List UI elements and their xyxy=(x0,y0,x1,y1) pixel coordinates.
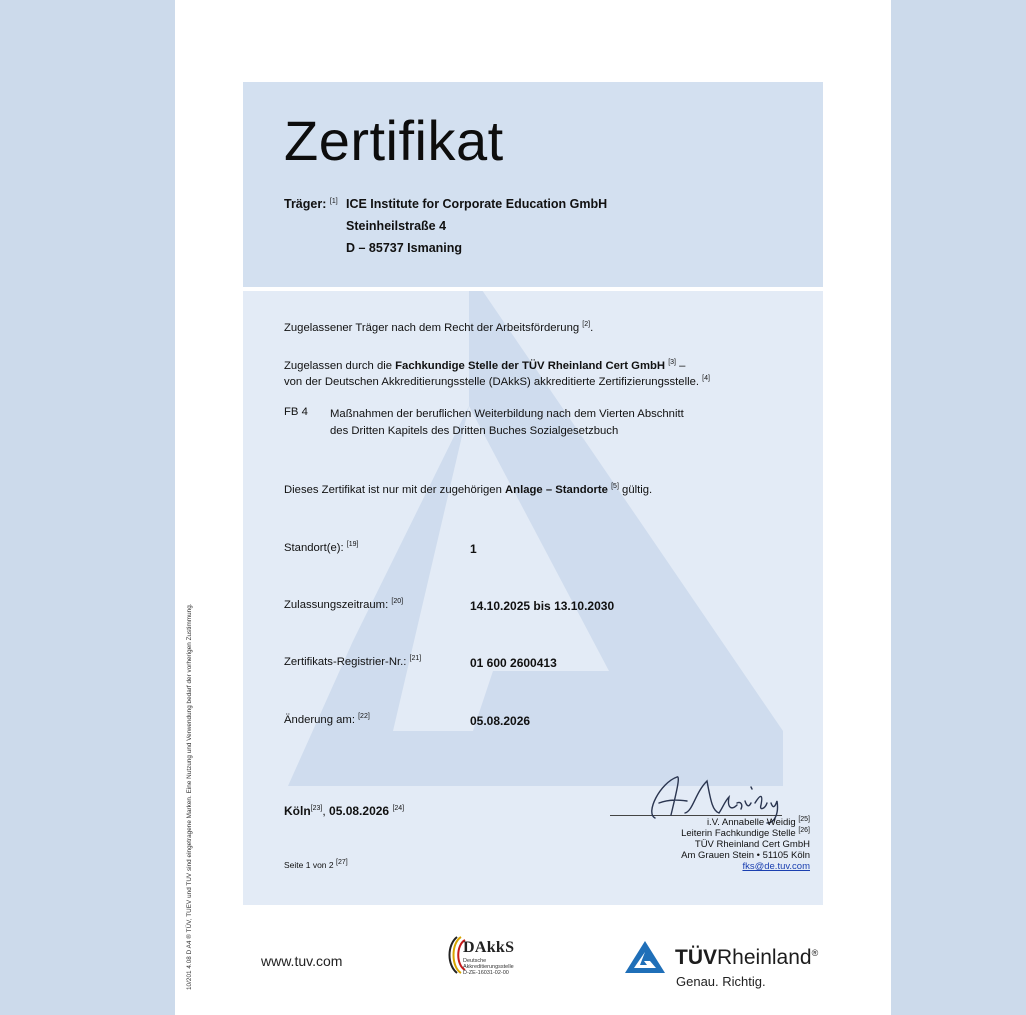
signer-role-ref: [26] xyxy=(798,826,810,834)
place-date-ref: [24] xyxy=(392,805,405,812)
signer-address: Am Grauen Stein • 51105 Köln xyxy=(681,850,810,861)
dakks-sub-2: Akkreditierungsstelle xyxy=(463,964,514,970)
tuv-wordmark-rest: Rheinland xyxy=(717,946,812,969)
page-info xyxy=(284,860,348,870)
field-value-aenderung: 05.08.2026 xyxy=(470,714,531,728)
validity-note xyxy=(284,484,652,496)
dakks-sub-1: Deutsche xyxy=(463,958,487,964)
traeger-ref: [1] xyxy=(329,197,338,205)
fb-number: FB 4 xyxy=(284,406,308,418)
field-label-standort xyxy=(284,542,358,554)
page-info-text: Seite 1 von 2 xyxy=(284,860,334,870)
footer-url[interactable]: www.tuv.com xyxy=(261,953,343,969)
signer-name xyxy=(707,817,810,828)
approval-line-1: Zugelassener Träger nach dem Recht der Arbeitsförderung [2]. xyxy=(284,321,594,334)
field-value-zeitraum: 14.10.2025 bis 13.10.2030 xyxy=(470,599,615,613)
field-label-registrier-text: Zertifikats-Registrier-Nr.: xyxy=(284,656,407,668)
field-value-standort: 1 xyxy=(470,542,477,556)
signer-role-text: Leiterin Fachkundige Stelle xyxy=(681,828,796,839)
dakks-sub-3: D-ZE-16031-02-00 xyxy=(463,970,509,976)
approval-line-1-text: Zugelassener Träger nach dem Recht der Arbeitsförderung xyxy=(284,322,580,334)
place-city: Köln xyxy=(284,804,311,818)
approval-line-2-dash: – xyxy=(679,360,686,372)
approval-authority: Fachkundige Stelle der TÜV Rheinland Cert GmbH xyxy=(395,360,666,372)
field-value-registrier: 01 600 2600413 xyxy=(470,656,557,670)
signer-email-link[interactable]: fks@de.tuv.com xyxy=(742,861,810,872)
trademark-note: 10/201 4.08 D A4 ® TÜV, TUEV und TUV sind eingetragene Marken. Eine Nutzung und Verwendung bedarf der vorherigen Zustimmung. xyxy=(186,603,193,990)
signer-name-ref: [25] xyxy=(798,815,810,823)
tuv-rheinland-logo xyxy=(624,940,834,990)
validity-post: gültig. xyxy=(622,484,653,496)
validity-ref: [5] xyxy=(611,483,619,491)
certificate-title: Zertifikat xyxy=(284,109,504,172)
signer-name-text: i.V. Annabelle Weidig xyxy=(706,817,796,828)
field-ref-aenderung: [22] xyxy=(358,713,370,721)
traeger-city: D – 85737 Ismaning xyxy=(346,241,463,255)
field-ref-standort: [19] xyxy=(346,541,359,549)
field-ref-zeitraum: [20] xyxy=(391,598,404,606)
page-info-ref: [27] xyxy=(336,859,348,867)
tuv-triangle-icon xyxy=(624,940,666,974)
field-ref-registrier: [21] xyxy=(409,655,422,663)
traeger-label xyxy=(284,197,338,211)
traeger-address xyxy=(346,197,607,263)
signature-block xyxy=(600,773,810,883)
field-label-aenderung xyxy=(284,714,370,726)
traeger-street: Steinheilstraße 4 xyxy=(346,219,447,233)
validity-pre: Dieses Zertifikat ist nur mit der zugehörigen xyxy=(284,484,502,496)
field-label-zeitraum xyxy=(284,599,403,611)
place-city-ref: [23] xyxy=(310,805,323,812)
field-label-registrier xyxy=(284,656,421,668)
approval-line-3 xyxy=(284,376,710,388)
tuv-slogan: Genau. Richtig. xyxy=(676,974,766,989)
fb-line-1: Maßnahmen der beruflichen Weiterbildung nach dem Vierten Abschnitt xyxy=(330,408,684,420)
signer-role xyxy=(681,828,810,839)
field-label-aenderung-text: Änderung am: xyxy=(284,714,355,726)
approval-line-1-ref: [2] xyxy=(582,321,591,329)
approval-line-2-ref: [3] xyxy=(668,359,677,367)
approval-line-2-pre: Zugelassen durch die xyxy=(284,360,393,372)
place-date-value: 05.08.2026 xyxy=(329,804,390,818)
tuv-registered-mark: ® xyxy=(811,948,819,958)
approval-line-3-ref: [4] xyxy=(702,375,710,383)
field-label-standort-text: Standort(e): xyxy=(284,542,344,554)
approval-line-3-text: von der Deutschen Akkreditierungsstelle (DAkkS) akkreditierte Zertifizierungsstelle. xyxy=(284,376,700,388)
traeger-label-text: Träger: xyxy=(284,197,327,211)
place-date: Köln[23], 05.08.2026 [24] xyxy=(284,804,405,818)
signer-company: TÜV Rheinland Cert GmbH xyxy=(694,839,810,850)
dakks-logo xyxy=(447,931,567,987)
traeger-name: ICE Institute for Corporate Education GmbH xyxy=(346,197,608,211)
approval-line-2 xyxy=(284,360,685,372)
field-label-zeitraum-text: Zulassungszeitraum: xyxy=(284,599,389,611)
fb-line-2: des Dritten Kapitels des Dritten Buches Sozialgesetzbuch xyxy=(330,425,619,437)
fb-description xyxy=(330,406,684,440)
tuv-wordmark xyxy=(675,946,818,970)
dakks-name: DAkkS xyxy=(463,939,515,956)
tuv-wordmark-bold: TÜV xyxy=(675,946,717,969)
validity-annex: Anlage – Standorte xyxy=(505,484,608,496)
